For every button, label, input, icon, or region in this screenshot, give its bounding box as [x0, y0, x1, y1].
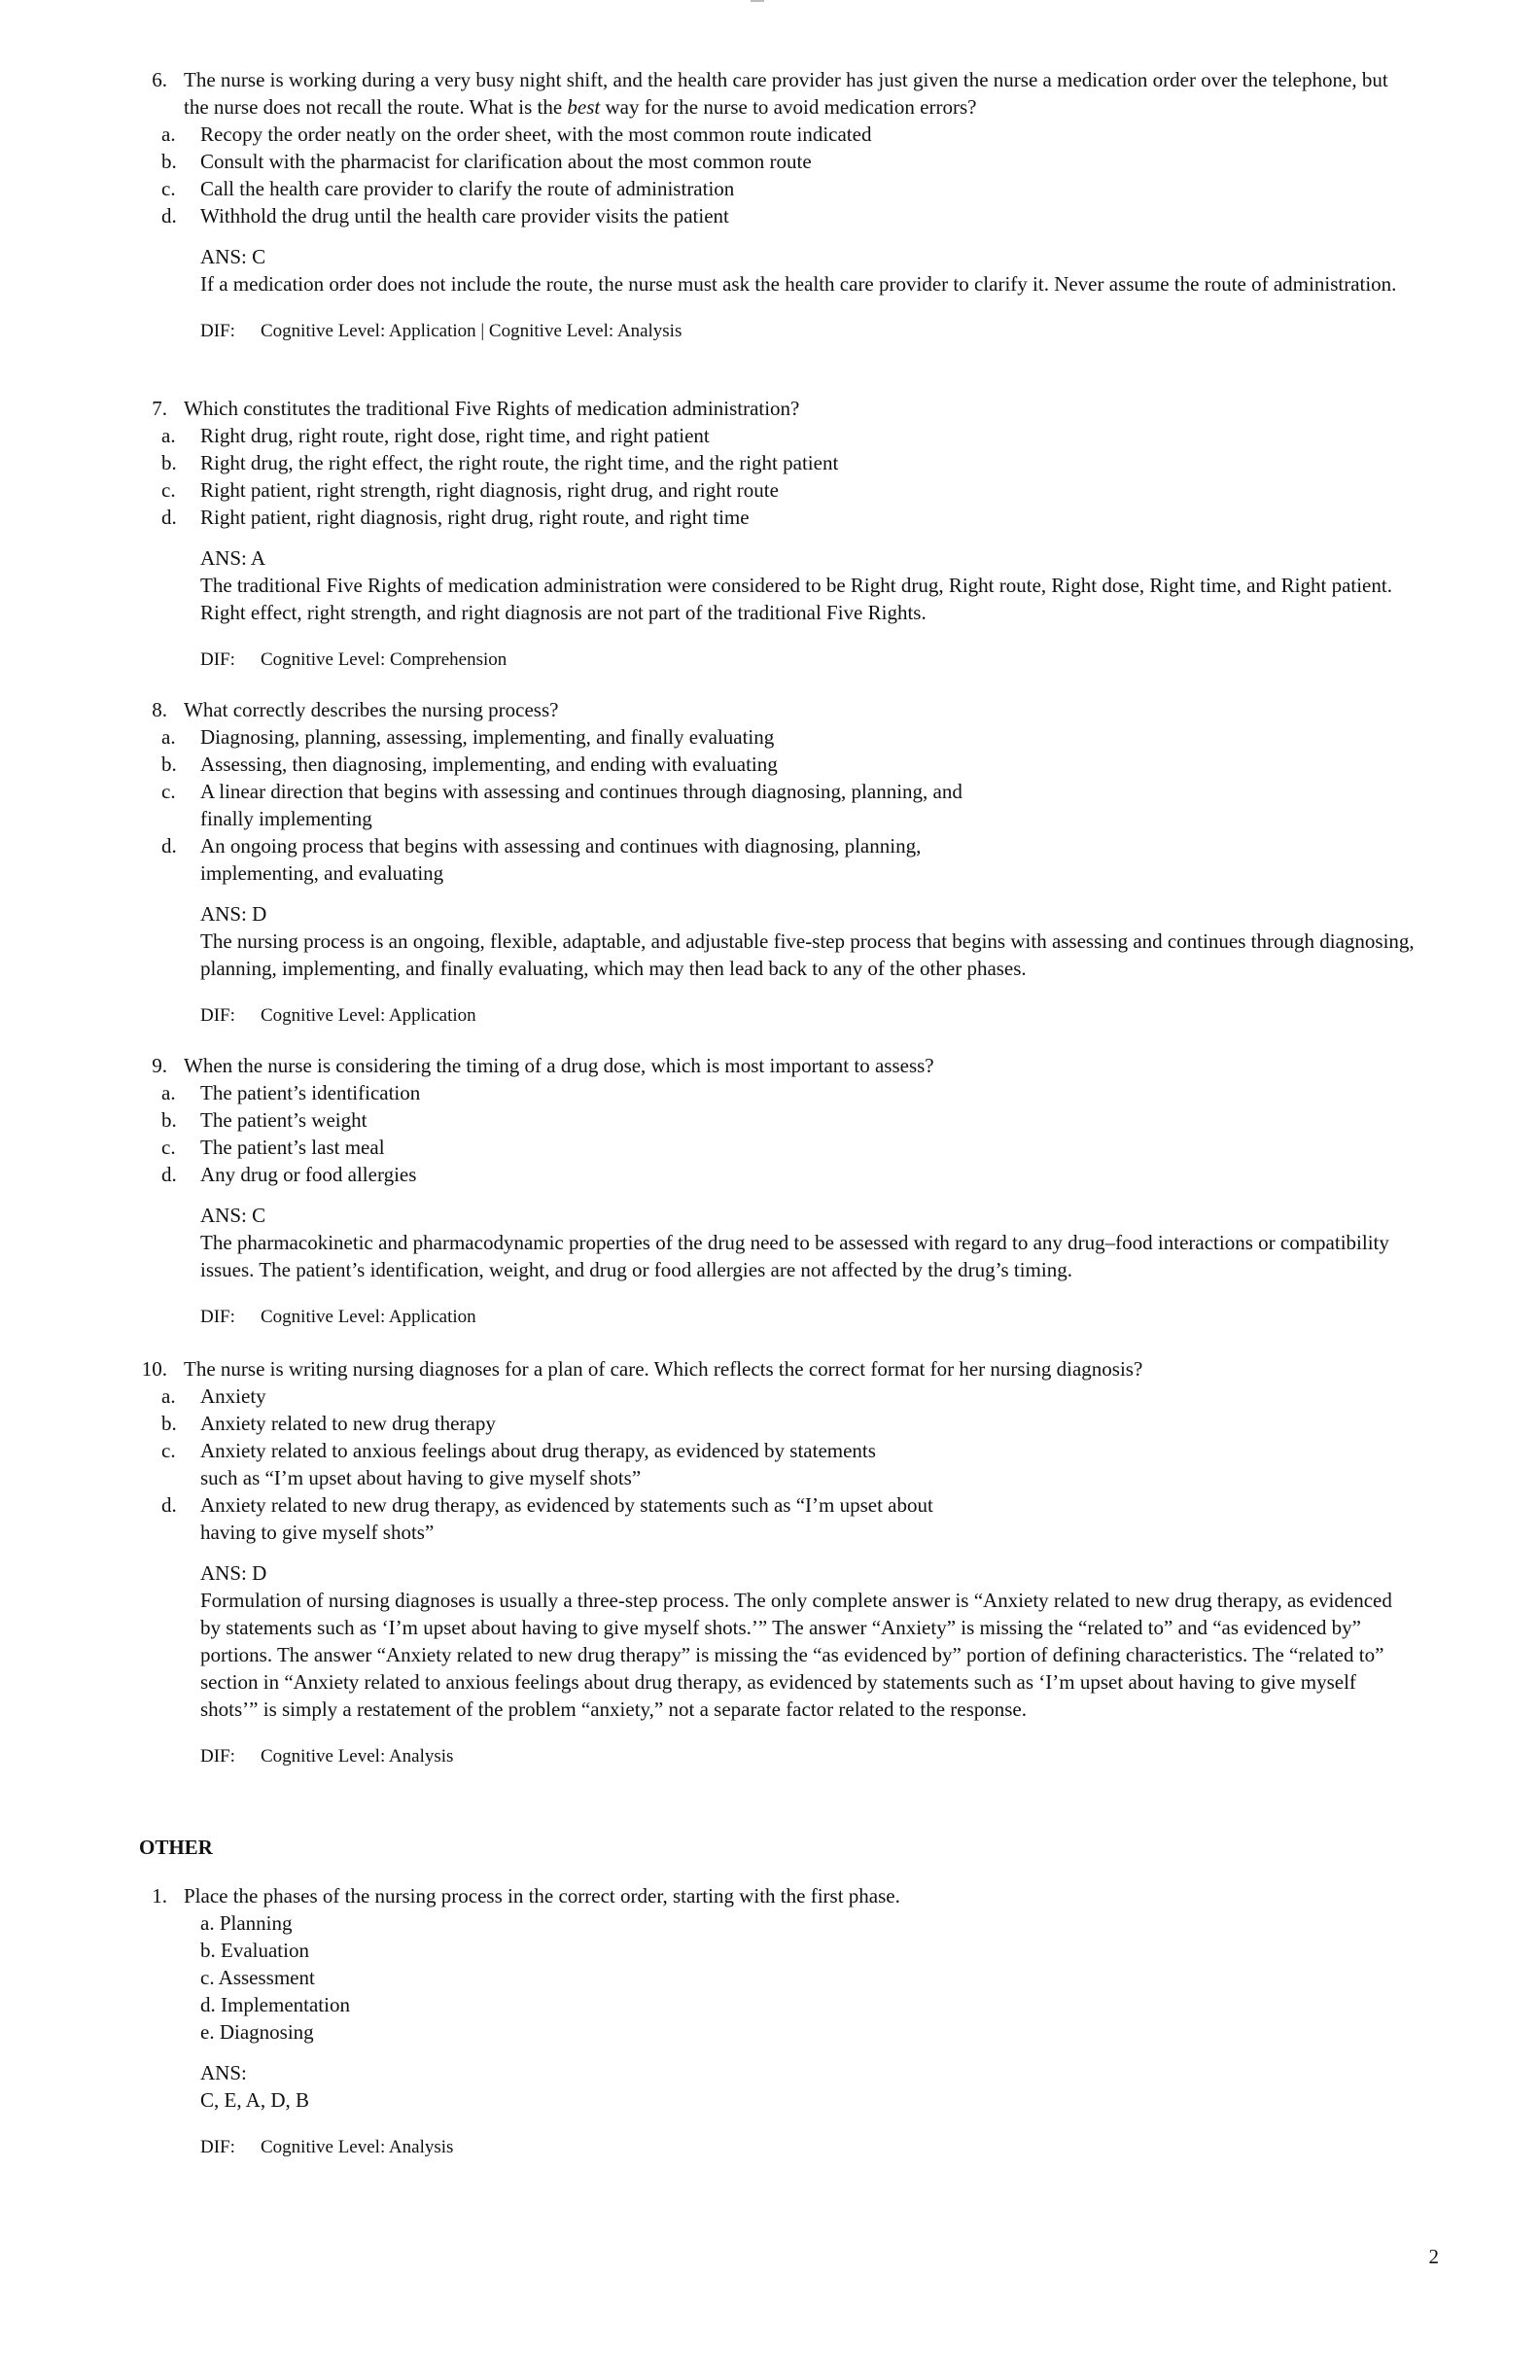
- option: c. The patient’s last meal: [161, 1136, 385, 1159]
- question-stem: Place the phases of the nursing process in the correct order, starting with the first phase.: [184, 1884, 900, 1908]
- rationale: If a medication order does not include the route, the nurse must ask the health care provider to clarify it. Never assume the route of administration.: [200, 272, 1397, 296]
- rationale: Formulation of nursing diagnoses is usually a three-step process. The only complete answer is “Anxiety related to new drug therapy, as evidenced by statements such as ‘I’m upset about having to give myself shots.’” The answer “Anxiety” is missing the “related to” and “as evidenced by” portions. The answer “Anxiety related to new drug therapy” is missing the “as evidenced by” portion of defining characteristics. The “related to” section in “Anxiety related to anxious feelings about drug therapy, as evidenced by statements such as ‘I’m upset about having to give myself shots’” is simply a restatement of the problem “anxiety,” not a separate factor related to the response.: [200, 1589, 1392, 1721]
- option: a. Anxiety: [161, 1384, 266, 1408]
- rationale: The pharmacokinetic and pharmacodynamic properties of the drug need to be assessed with regard to any drug–food interactions or compatibility issues. The patient’s identification, weight, and drug or food allergies are not affected by the drug’s timing.: [200, 1231, 1389, 1281]
- option: b. Evaluation: [200, 1939, 309, 1962]
- difficulty: DIF: Cognitive Level: Application: [200, 1307, 476, 1327]
- option: c. Anxiety related to anxious feelings about drug therapy, as evidenced by statements such as “I’m upset about having to give myself shots”: [161, 1439, 876, 1489]
- question-number: 8.: [152, 698, 167, 721]
- question-number: 7.: [152, 397, 167, 420]
- option: b. Consult with the pharmacist for clarification about the most common route: [161, 150, 812, 173]
- option: a. Diagnosing, planning, assessing, implementing, and finally evaluating: [161, 725, 775, 749]
- difficulty: DIF: Cognitive Level: Application | Cognitive Level: Analysis: [200, 321, 682, 341]
- answer: ANS: A: [200, 546, 266, 570]
- question-number: 6.: [152, 68, 167, 91]
- option: d. Anxiety related to new drug therapy, as evidenced by statements such as “I’m upset about having to give myself shots”: [161, 1493, 933, 1544]
- answer: ANS: C: [200, 245, 266, 268]
- difficulty: DIF: Cognitive Level: Application: [200, 1005, 476, 1026]
- other-question-1: [0, 1882, 1540, 2160]
- option: d. Implementation: [200, 1993, 350, 2016]
- question-number: 9.: [152, 1054, 167, 1077]
- answer-label: ANS:: [200, 2061, 247, 2084]
- rationale: The traditional Five Rights of medication administration were considered to be Right drug, Right route, Right dose, Right time, and Right patient. Right effect, right strength, and right diagnosis are not part of the traditional Five Rights.: [200, 574, 1392, 624]
- option: e. Diagnosing: [200, 2020, 314, 2044]
- question-stem: What correctly describes the nursing process?: [184, 698, 559, 721]
- section-heading: OTHER: [139, 1836, 213, 1859]
- option: d. An ongoing process that begins with assessing and continues with diagnosing, planning, implementing, and evaluating: [161, 834, 922, 885]
- difficulty: DIF: Cognitive Level: Comprehension: [200, 649, 508, 670]
- question-stem: The nurse is writing nursing diagnoses for a plan of care. Which reflects the correct format for her nursing diagnosis?: [184, 1357, 1143, 1381]
- top-mark: [751, 0, 764, 2]
- option: a. Recopy the order neatly on the order sheet, with the most common route indicated: [161, 122, 872, 146]
- question-number: 1.: [152, 1884, 167, 1908]
- option: d. Withhold the drug until the health care provider visits the patient: [161, 204, 729, 228]
- page-number: 2: [1428, 2245, 1439, 2268]
- option: a. Planning: [200, 1911, 293, 1935]
- option: c. Right patient, right strength, right diagnosis, right drug, and right route: [161, 478, 779, 502]
- answer-value: C, E, A, D, B: [200, 2088, 310, 2112]
- option: c. Assessment: [200, 1966, 315, 1989]
- answer: ANS: D: [200, 1561, 267, 1585]
- option: c. Call the health care provider to clarify the route of administration: [161, 177, 735, 200]
- option: c. A linear direction that begins with assessing and continues through diagnosing, planning, and finally implementing: [161, 780, 962, 830]
- question-stem: When the nurse is considering the timing of a drug dose, which is most important to assess?: [184, 1054, 934, 1077]
- question-stem: Which constitutes the traditional Five Rights of medication administration?: [184, 397, 800, 420]
- emphasis: best: [567, 95, 601, 119]
- answer: ANS: C: [200, 1204, 266, 1227]
- question-9: [0, 1052, 1540, 1330]
- option: a. Right drug, right route, right dose, right time, and right patient: [161, 424, 710, 447]
- rationale: The nursing process is an ongoing, flexible, adaptable, and adjustable five-step process that begins with assessing and continues through diagnosing, planning, implementing, and finally evaluating, which may then lead back to any of the other phases.: [200, 929, 1415, 980]
- option: b. The patient’s weight: [161, 1108, 368, 1132]
- question-stem: The nurse is working during a very busy night shift, and the health care provider has just given the nurse a medication order over the telephone, but the nurse does not recall the route. What is the best way for the nurse to avoid medication errors?: [184, 68, 1388, 119]
- option: d. Right patient, right diagnosis, right drug, right route, and right time: [161, 506, 750, 529]
- difficulty: DIF: Cognitive Level: Analysis: [200, 1746, 454, 1767]
- option: d. Any drug or food allergies: [161, 1163, 417, 1186]
- question-8: [0, 696, 1540, 1029]
- question-10: [0, 1355, 1540, 1769]
- option: b. Anxiety related to new drug therapy: [161, 1412, 496, 1435]
- question-7: [0, 395, 1540, 673]
- option: a. The patient’s identification: [161, 1081, 421, 1104]
- question-6: [0, 66, 1540, 344]
- option: b. Right drug, the right effect, the right route, the right time, and the right patient: [161, 451, 839, 474]
- question-number: 10.: [141, 1357, 167, 1381]
- difficulty: DIF: Cognitive Level: Analysis: [200, 2137, 454, 2157]
- answer: ANS: D: [200, 902, 267, 926]
- option: b. Assessing, then diagnosing, implementing, and ending with evaluating: [161, 752, 778, 776]
